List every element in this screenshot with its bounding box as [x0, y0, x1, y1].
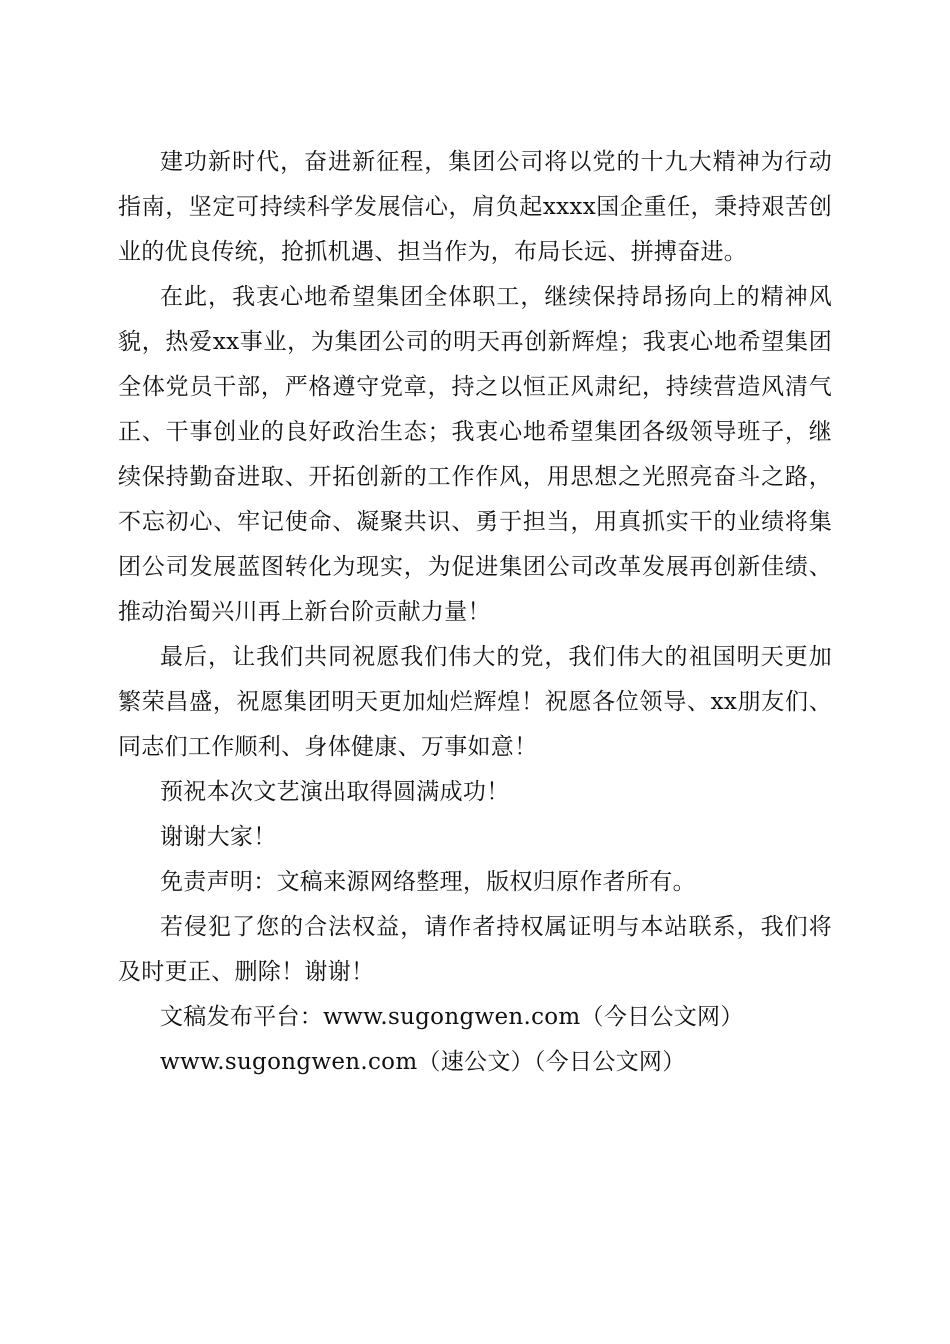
- paragraph-mission: 建功新时代，奋进新征程，集团公司将以党的十九大精神为行动指南，坚定可持续科学发展信心，肩负起xxxx国企重任，秉持艰苦创业的优良传统，抢抓机遇、担当作为，布局长远、拼搏奋进。: [118, 149, 832, 265]
- paragraph-thanks: 谢谢大家！: [160, 824, 277, 850]
- paragraph-website: www.sugongwen.com（速公文）（今日公文网）: [160, 1049, 686, 1075]
- paragraph-wishes: 在此，我衷心地希望集团全体职工，继续保持昂扬向上的精神风貌，热爱xx事业，为集团公司的明天再创新辉煌；我衷心地希望集团全体党员干部，严格遵守党章，持之以恒正风肃纪，持续营造风清气正、干事创业的良好政治生态；我衷心地希望集团各级领导班子，继续保持勤奋进取、开拓创新的工作作风，用思想之光照亮奋斗之路，不忘初心、牢记使命、凝聚共识、勇于担当，用真抓实干的业绩将集团公司发展蓝图转化为现实，为促进集团公司改革发展再创新佳绩、推动治蜀兴川再上新台阶贡献力量！: [118, 284, 832, 625]
- paragraph-success: 预祝本次文艺演出取得圆满成功！: [160, 779, 510, 805]
- paragraph-platform: 文稿发布平台：www.sugongwen.com（今日公文网）: [160, 1004, 744, 1030]
- paragraph-disclaimer: 免责声明：文稿来源网络整理，版权归原作者所有。: [160, 869, 696, 895]
- paragraph-infringement: 若侵犯了您的合法权益，请作者持权属证明与本站联系，我们将及时更正、删除！谢谢！: [118, 914, 832, 985]
- document-body: [118, 140, 832, 1085]
- paragraph-blessing: 最后，让我们共同祝愿我们伟大的党，我们伟大的祖国明天更加繁荣昌盛，祝愿集团明天更加灿烂辉煌！祝愿各位领导、xx朋友们、同志们工作顺利、身体健康、万事如意！: [118, 644, 832, 760]
